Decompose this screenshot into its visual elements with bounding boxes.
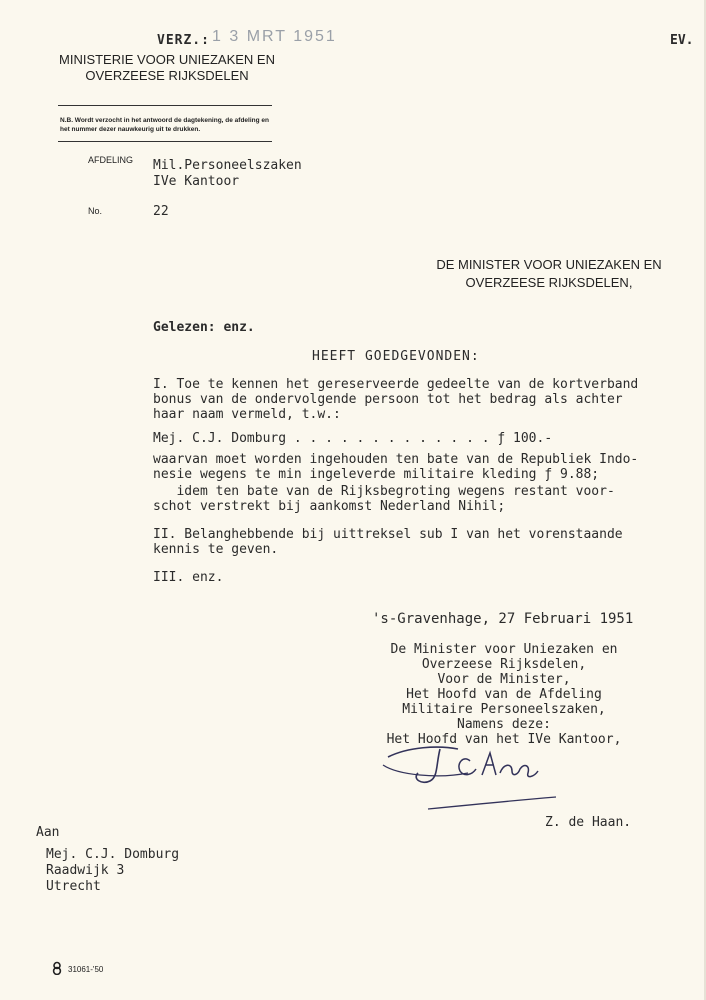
aan-label: Aan [36,825,60,840]
sign-line-6: Namens deze: [457,717,551,732]
paragraph-1-line-3: haar naam vermeld, t.w.: [153,407,341,422]
minister-heading-line-2: OVERZEESE RIJKSDELEN, [465,275,633,290]
paragraph-1 [153,377,638,422]
afdeling-value [153,158,302,190]
signer-name: Z. de Haan. [545,815,632,830]
signature-block [358,642,650,747]
sign-line-3: Voor de Minister, [437,672,571,687]
idem-paragraph [153,484,615,514]
paragraph-2-line-1: II. Belanghebbende bij uittreksel sub I van het vorenstaande [153,527,623,542]
ministry-line-1: MINISTERIE VOOR UNIEZAKEN EN [59,52,275,67]
paragraph-1-line-1: I. Toe te kennen het gereserveerde gedeelte van de kortverband [153,377,639,392]
paragraph-3: III. enz. [153,570,224,585]
deduction-line-1: waarvan moet worden ingehouden ten bate van de Republiek Indo- [153,452,639,467]
recipient-line-1: Mej. C.J. Domburg [46,847,180,862]
received-date-stamp: 1 3 MRT 1951 [212,28,337,45]
paragraph-2 [153,527,623,557]
sign-line-1: De Minister voor Uniezaken en [390,642,618,657]
minister-heading-line-1: DE MINISTER VOOR UNIEZAKEN EN [436,257,662,272]
place-date: 's-Gravenhage, 27 Februari 1951 [372,611,634,627]
number-label: No. [88,206,103,216]
recipient-line-2: Raadwijk 3 [46,863,125,878]
verz-label: VERZ.: [157,33,210,48]
nb-notice: N.B. Wordt verzocht in het antwoord de dagtekening, de afdeling en het nummer dezer nauwkeurig uit te drukken. [60,117,269,133]
idem-line-2: schot verstrekt bij aankomst Nederland Nihil; [153,499,506,514]
sign-line-7: Het Hoofd van het IVe Kantoor, [386,732,622,747]
ministry-name [58,52,276,84]
number-value: 22 [153,204,169,219]
deduction-paragraph [153,452,638,482]
sign-line-5: Militaire Personeelszaken, [402,702,606,717]
afdeling-label: AFDELING [88,155,134,165]
handwritten-signature [378,735,568,815]
paragraph-2-line-2: kennis te geven. [153,542,279,557]
heeft-goedgevonden: HEEFT GOEDGEVONDEN: [312,349,480,364]
gelezen-line: Gelezen: enz. [153,320,255,335]
divider-top [58,105,272,106]
afdeling-line-2: IVe Kantoor [153,174,240,189]
recipient-line-3: Utrecht [46,879,101,894]
printer-mark-icon [50,961,64,975]
afdeling-line-1: Mil.Personeelszaken [153,158,302,173]
print-code: 31061-'50 [68,965,104,974]
recipient-address [46,847,179,895]
deduction-line-2: nesie wegens te min ingeleverde militaire kleding ƒ 9.88; [153,467,600,482]
sign-line-2: Overzeese Rijksdelen, [421,657,587,672]
person-amount-line: Mej. C.J. Domburg . . . . . . . . . . . . . ƒ 100.- [153,431,553,446]
idem-line-1: idem ten bate van de Rijksbegroting wegens restant voor- [153,484,615,499]
paragraph-1-line-2: bonus van de ondervolgende persoon tot het bedrag als achter [153,392,623,407]
divider-bottom [58,141,272,142]
ev-mark: EV. [670,33,694,48]
minister-heading [418,256,680,292]
sign-line-4: Het Hoofd van de Afdeling [406,687,602,702]
ministry-line-2: OVERZEESE RIJKSDELEN [85,68,249,83]
